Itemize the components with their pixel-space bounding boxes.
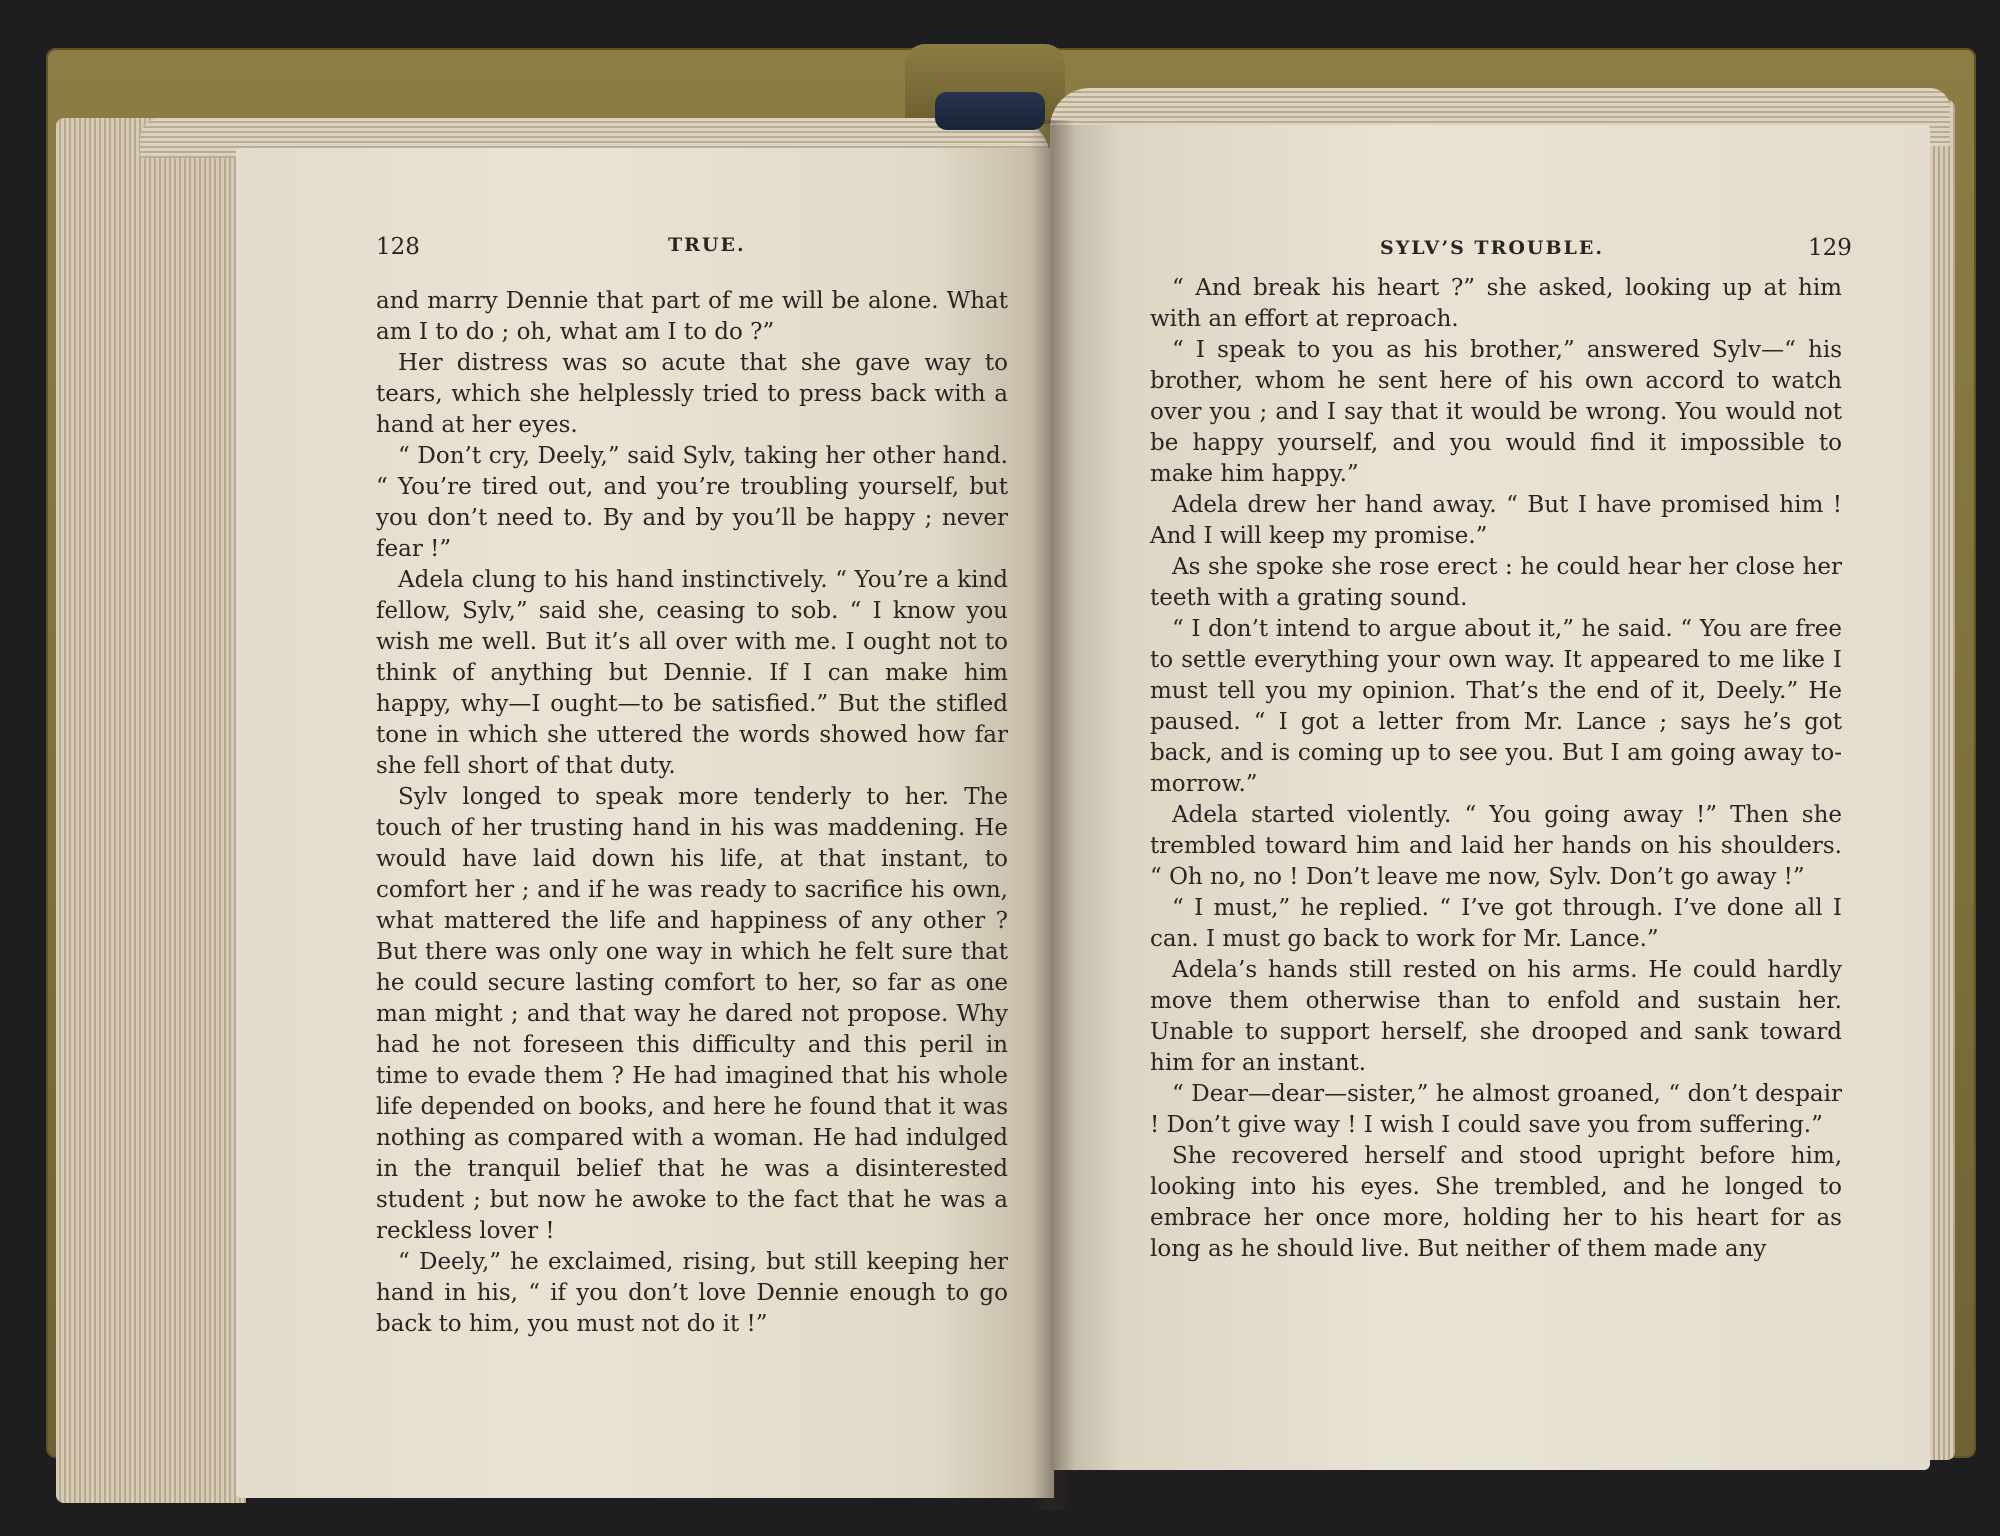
right-page <box>1050 125 1930 1470</box>
left-page <box>236 148 1054 1498</box>
paragraph: “ I must,” he replied. “ I’ve got through. I’ve done all I can. I must go back to work for Mr. Lance.” <box>1150 895 1842 952</box>
paragraph: “ I speak to you as his brother,” answered Sylv—“ his brother, whom he sent here of his own accord to watch over you ; and I say that it would be wrong. You would not be happy yourself, and you would find it impossible to make him happy.” <box>1150 337 1842 487</box>
paragraph: She recovered herself and stood upright before him, looking into his eyes. She trembled, and he longed to embrace her once more, holding her to his heart for as long as he should live. But neither of them made any <box>1150 1143 1842 1262</box>
paragraph: Adela started violently. “ You going away !” Then she trembled toward him and laid her hands on his shoulders. “ Oh no, no ! Don’t leave me now, Sylv. Don’t go away !” <box>1150 802 1842 890</box>
body-text <box>376 286 1008 1340</box>
book-gutter <box>1030 120 1075 1510</box>
running-head: SYLV’S TROUBLE. <box>1380 237 1604 259</box>
paragraph: and marry Dennie that part of me will be alone. What am I to do ; oh, what am I to do ?” <box>376 288 1008 345</box>
paragraph: “ I don’t intend to argue about it,” he said. “ You are free to settle everything your own way. It appeared to me like I must tell you my opinion. That’s the end of it, Deely.” He paused. “ I got a letter from Mr. Lance ; says he’s got back, and is coming up to see you. But I am going away to-morrow.” <box>1150 616 1842 797</box>
paragraph: “ Dear—dear—sister,” he almost groaned, “ don’t despair ! Don’t give way ! I wish I could save you from suffering.” <box>1150 1081 1842 1138</box>
paragraph: Sylv longed to speak more tenderly to her. The touch of her trusting hand in his was maddening. He would have laid down his life, at that instant, to comfort her ; and if he was ready to sacrifice his own, what mattered the life and happiness of any other ? But there was only one way in which he felt sure that he could secure lasting comfort to her, so far as one man might ; and that way he dared not propose. Why had he not foreseen this difficulty and this peril in time to evade them ? He had imagined that his whole life depended on books, and here he found that it was nothing as compared with a woman. He had indulged in the tranquil belief that he was a disinterested student ; but now he awoke to the fact that he was a reckless lover ! <box>376 784 1008 1244</box>
paragraph: Adela clung to his hand instinctively. “ You’re a kind fellow, Sylv,” said she, ceasing to sob. “ I know you wish me well. But it’s all over with me. I ought not to think of anything but Dennie. If I can make him happy, why—I ought—to be satisfied.” But the stifled tone in which she uttered the words showed how far she fell short of that duty. <box>376 567 1008 779</box>
page-number: 128 <box>376 234 420 260</box>
body-text <box>1150 273 1842 1265</box>
page-number: 129 <box>1808 235 1852 261</box>
running-head: TRUE. <box>668 234 746 256</box>
paragraph: Adela’s hands still rested on his arms. He could hardly move them otherwise than to enfold and sustain her. Unable to support herself, she drooped and sank toward him for an instant. <box>1150 957 1842 1076</box>
paragraph: “ And break his heart ?” she asked, looking up at him with an effort at reproach. <box>1150 275 1842 332</box>
paragraph: As she spoke she rose erect : he could hear her close her teeth with a grating sound. <box>1150 554 1842 611</box>
headband <box>935 92 1045 130</box>
paragraph: “ Don’t cry, Deely,” said Sylv, taking her other hand. “ You’re tired out, and you’re troubling yourself, but you don’t need to. By and by you’ll be happy ; never fear !” <box>376 443 1008 562</box>
paragraph: Her distress was so acute that she gave way to tears, which she helplessly tried to press back with a hand at her eyes. <box>376 350 1008 438</box>
page-edges-left <box>56 118 246 1503</box>
paragraph: Adela drew her hand away. “ But I have promised him ! And I will keep my promise.” <box>1150 492 1842 549</box>
paragraph: “ Deely,” he exclaimed, rising, but still keeping her hand in his, “ if you don’t love Dennie enough to go back to him, you must not do it !” <box>376 1249 1008 1337</box>
